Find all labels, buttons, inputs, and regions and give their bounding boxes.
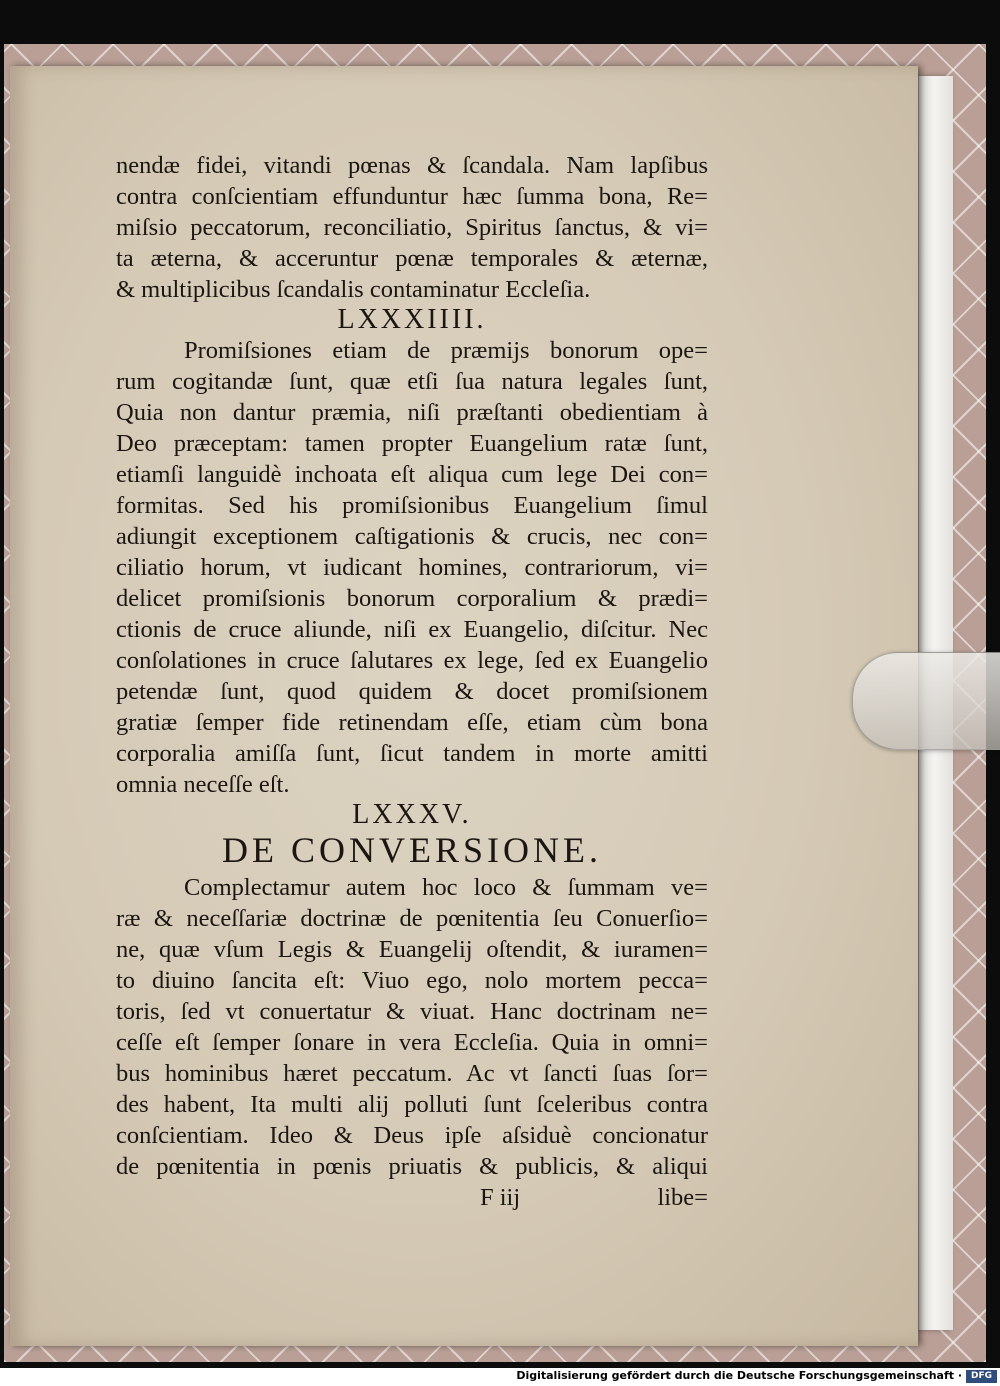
text-line: conſcientiam. Ideo & Deus ipſe aſsiduè concionatur xyxy=(116,1122,708,1149)
page-text xyxy=(116,150,708,1213)
text-line: omnia neceſſe eſt. xyxy=(116,771,290,798)
text-line: des habent, Ita multi alij polluti ſunt ſceleribus contra xyxy=(116,1091,708,1118)
signature-mark: F iij xyxy=(480,1184,521,1211)
text-line: ciliatio horum, vt iudicant homines, contrariorum, vi= xyxy=(116,554,708,581)
text-line: Complectamur autem hoc loco & ſummam ve= xyxy=(184,874,708,901)
text-line: & multiplicibus ſcandalis contaminatur Eccleſia. xyxy=(116,276,591,303)
text-line: ne, quæ vſum Legis & Euangelij oſtendit, & iuramen= xyxy=(116,936,708,963)
text-line: ctionis de cruce aliunde, niſi ex Euangelio, diſcitur. Nec xyxy=(116,616,708,643)
catchword: libe= xyxy=(657,1184,708,1211)
funding-credit: Digitalisierung gefördert durch die Deutsche Forschungsgemeinschaft · xyxy=(516,1369,962,1382)
text-line: corporalia amiſſa ſunt, ſicut tandem in morte amitti xyxy=(116,740,708,767)
section-number-85: LXXXV. xyxy=(352,799,472,830)
text-line: de pœnitentia in pœnis priuatis & publicis, & aliqui xyxy=(116,1153,708,1180)
page-holder-clip xyxy=(852,652,1000,750)
text-line: gratiæ ſemper fide retinendam eſſe, etiam cùm bona xyxy=(116,709,708,736)
section-number-84: LXXXIIII. xyxy=(337,304,487,335)
text-line: ceſſe eſt ſemper ſonare in vera Eccleſia. Quia in omni= xyxy=(116,1029,708,1056)
text-line: to diuino ſancita eſt: Viuo ego, nolo mortem pecca= xyxy=(116,967,708,994)
text-line: petendæ ſunt, quod quidem & docet promiſsionem xyxy=(116,678,708,705)
text-line: Promiſsiones etiam de præmijs bonorum ope= xyxy=(184,337,708,364)
text-line: contra conſcientiam effunduntur hæc ſumma bona, Re= xyxy=(116,183,708,210)
text-line: rum cogitandæ ſunt, quæ etſi ſua natura legales ſunt, xyxy=(116,368,708,395)
text-line: bus hominibus hæret peccatum. Ac vt ſancti ſuas ſor= xyxy=(116,1060,708,1087)
page-foot xyxy=(116,1182,708,1213)
text-line: Deo præceptam: tamen propter Euangelium ratæ ſunt, xyxy=(116,430,708,457)
dfg-logo: DFG xyxy=(966,1370,997,1383)
text-line: ta æterna, & acceruntur pœnæ temporales & æternæ, xyxy=(116,245,708,272)
text-line: ræ & neceſſariæ doctrinæ de pœnitentia ſeu Conuerſio= xyxy=(116,905,708,932)
text-line: miſsio peccatorum, reconciliatio, Spiritus ſanctus, & vi= xyxy=(116,214,708,241)
digitization-footer xyxy=(0,1368,1000,1386)
text-line: adiungit exceptionem caſtigationis & crucis, nec con= xyxy=(116,523,708,550)
text-line: conſolationes in cruce ſalutares ex lege, ſed ex Euangelio xyxy=(116,647,708,674)
text-line: nendæ fidei, vitandi pœnas & ſcandala. Nam lapſibus xyxy=(116,152,708,179)
text-line: Quia non dantur præmia, niſi præſtanti obedientiam à xyxy=(116,399,708,426)
section-heading: DE CONVERSIONE. xyxy=(222,830,602,870)
text-line: delicet promiſsionis bonorum corporalium & prædi= xyxy=(116,585,708,612)
text-line: toris, ſed vt conuertatur & viuat. Hanc doctrinam ne= xyxy=(116,998,708,1025)
text-line: formitas. Sed his promiſsionibus Euangelium ſimul xyxy=(116,492,708,519)
text-line: etiamſi languidè inchoata eſt aliqua cum lege Dei con= xyxy=(116,461,708,488)
